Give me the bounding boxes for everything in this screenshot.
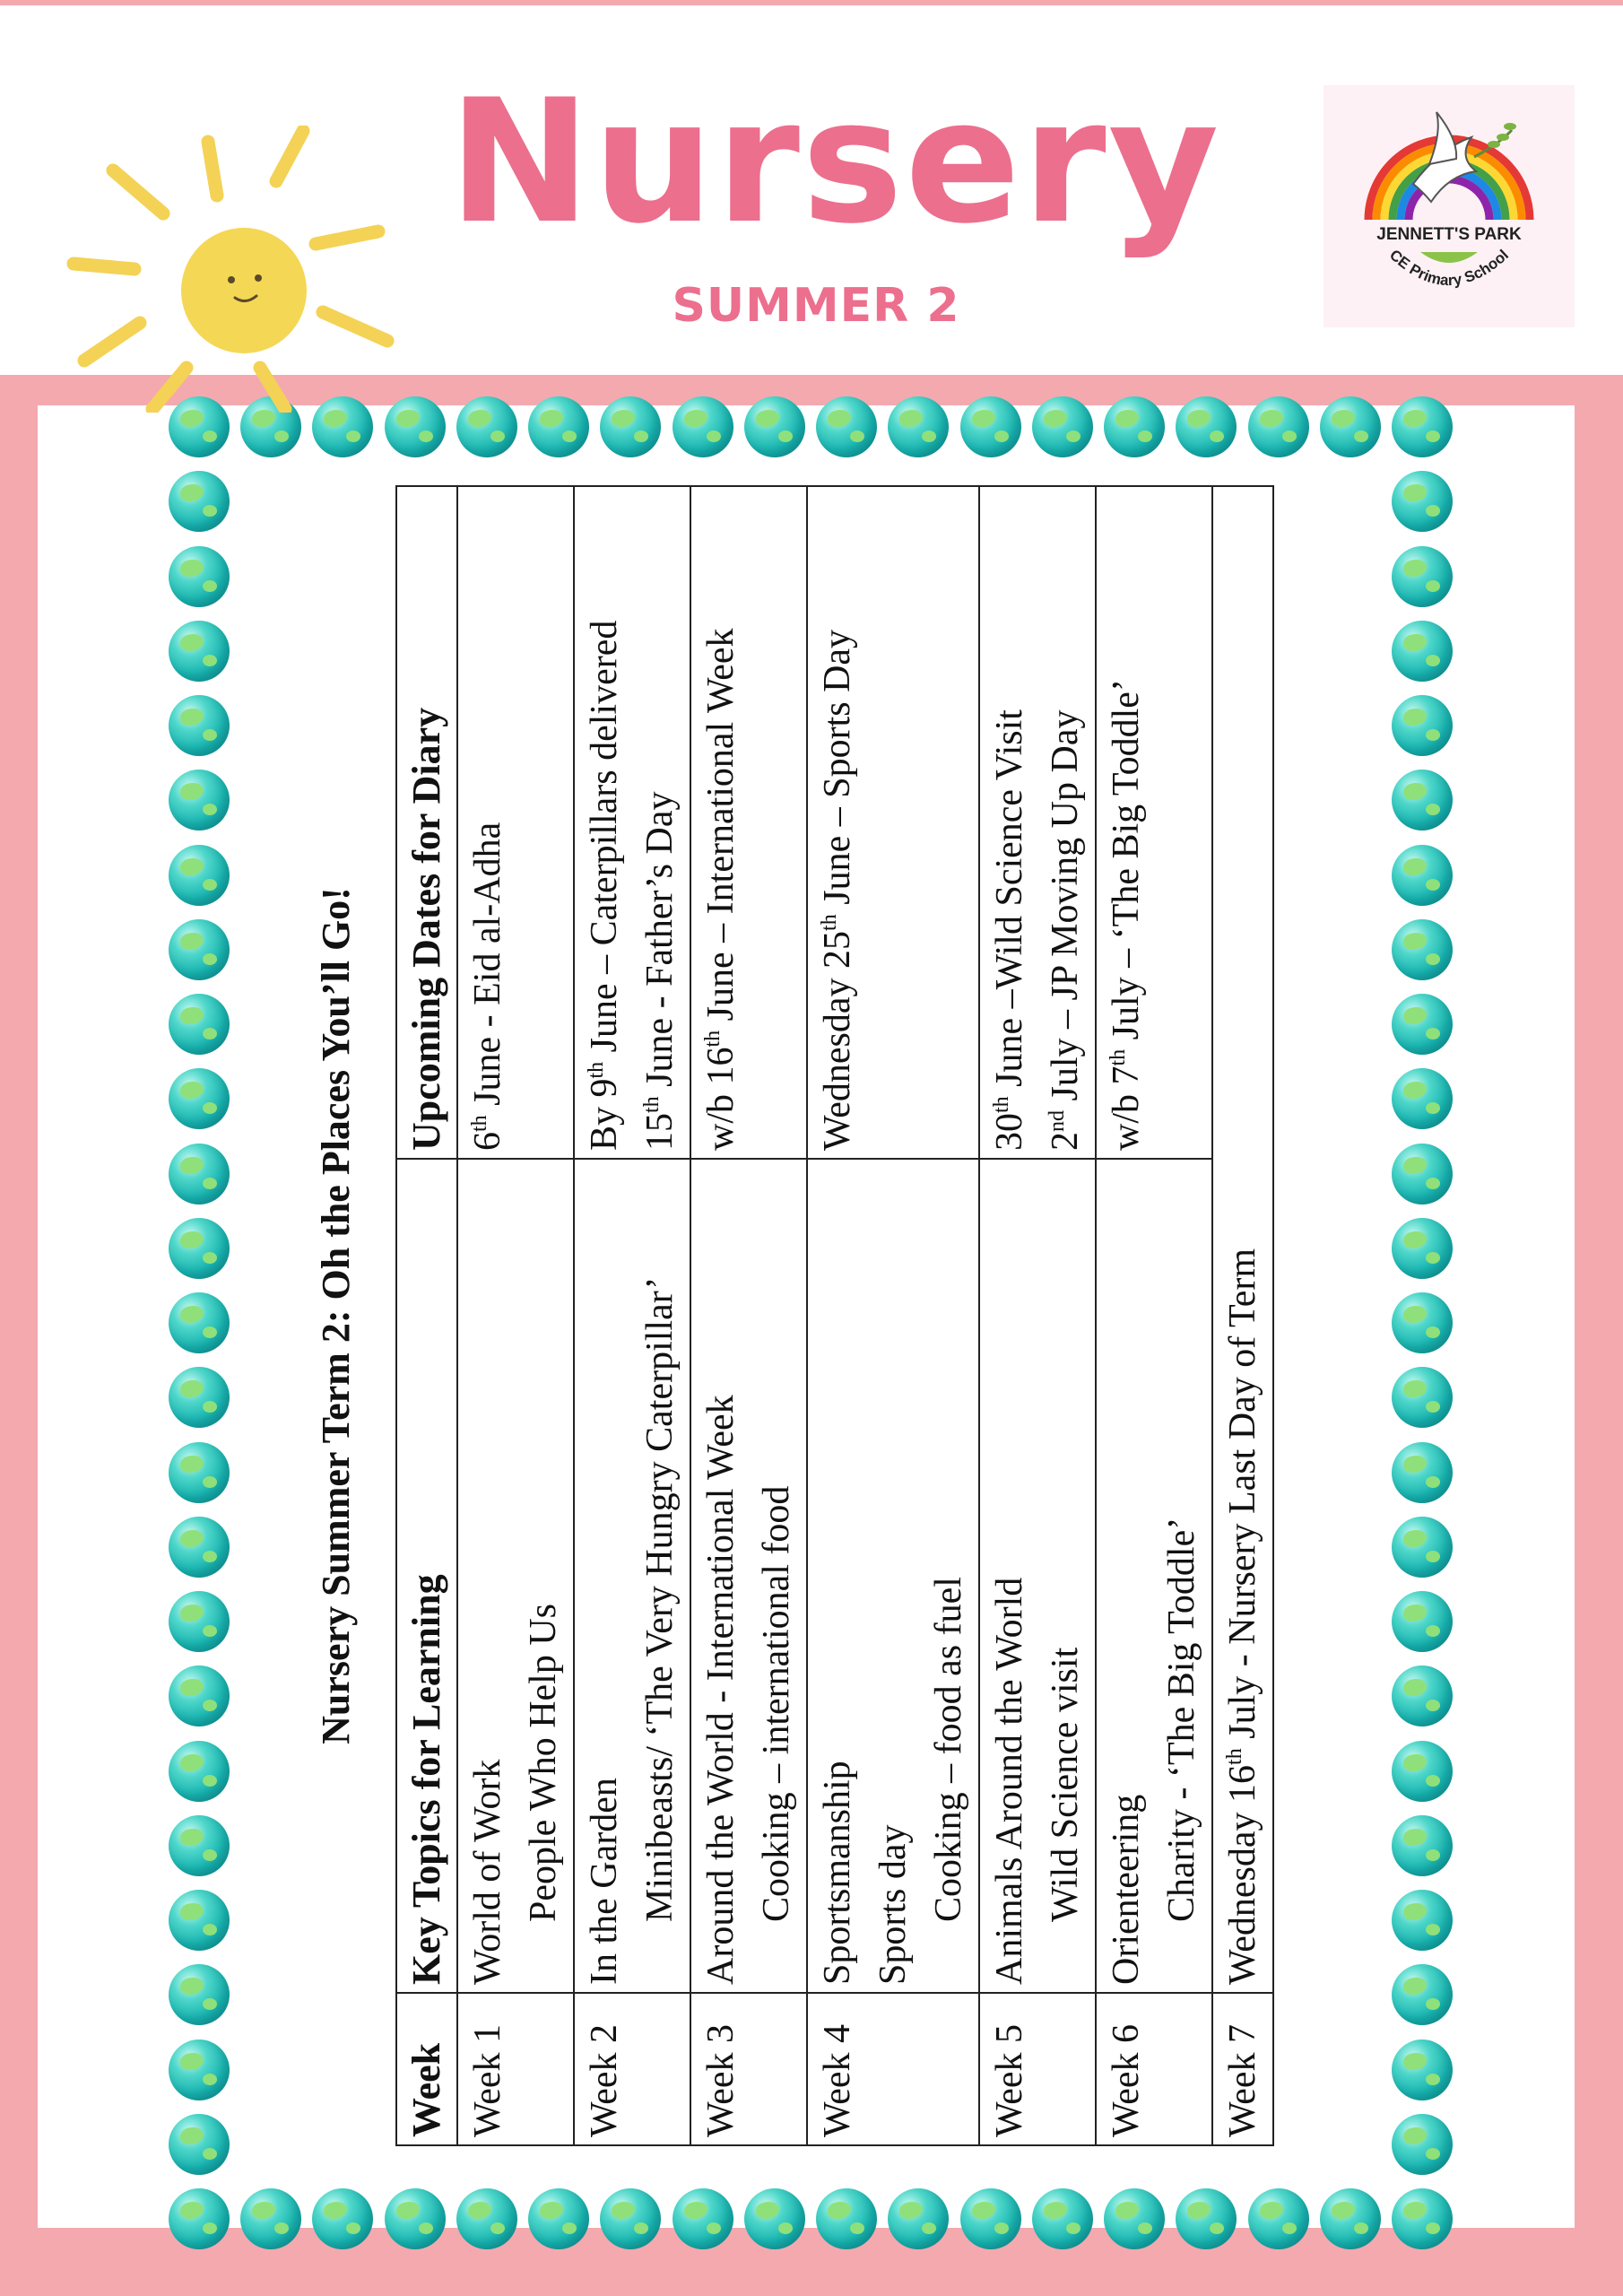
globe-icon [1248, 396, 1309, 457]
table-row [979, 486, 1096, 2145]
date-day: 16 [700, 1047, 742, 1085]
globe-icon [169, 1964, 230, 2025]
week-label: Week 4 [807, 1993, 979, 2145]
topics-cell [1096, 1159, 1212, 1993]
date-prefix: Wednesday [1222, 1802, 1263, 1985]
topics-cell [807, 1159, 979, 1993]
date-ordinal: th [640, 1096, 664, 1113]
week-label: Week 7 [1212, 1993, 1273, 2145]
topic-line: Around the World - International Week [700, 1395, 742, 1985]
globe-icon [888, 396, 949, 457]
table-row [574, 486, 690, 2145]
globe-icon [1392, 2114, 1453, 2175]
week-label: Week 1 [457, 1993, 574, 2145]
globe-icon [888, 2188, 949, 2249]
globe-icon [1392, 471, 1453, 532]
globe-icon [1392, 2039, 1453, 2100]
globe-icon [960, 396, 1021, 457]
dates-cell [690, 486, 807, 1159]
date-day: 9 [584, 1078, 625, 1098]
week-label: Week 6 [1096, 1993, 1212, 2145]
dates-cell [1096, 486, 1212, 1159]
date-text: June - Father’s Day [639, 791, 681, 1097]
topic-line: Charity - ‘The Big Toddle’ [1161, 1517, 1202, 1922]
globe-icon [1176, 396, 1237, 457]
table-row [690, 486, 807, 2145]
globe-icon [169, 845, 230, 906]
date-prefix: w/b [700, 1084, 742, 1151]
date-day: 7 [1106, 1065, 1147, 1085]
globe-icon [169, 1741, 230, 1802]
globe-icon [1392, 1591, 1453, 1652]
globe-icon [1392, 1068, 1453, 1129]
school-crest-icon [1324, 85, 1575, 327]
date-prefix: w/b [1106, 1084, 1147, 1151]
globe-icon [169, 2039, 230, 2100]
table-row [1096, 486, 1212, 2145]
globe-icon [1392, 1815, 1453, 1876]
table-row [1212, 486, 1273, 2145]
globe-icon [1392, 919, 1453, 980]
date-ordinal: th [701, 1030, 725, 1048]
date-day: 2 [1045, 1132, 1086, 1151]
date-line [810, 494, 865, 1151]
globe-icon [169, 1144, 230, 1205]
date-day: 6 [467, 1132, 508, 1151]
date-text: July – JP Moving Up Day [1045, 709, 1086, 1110]
topic-line: Minibeasts/ ‘The Very Hungry Caterpillar’ [639, 1276, 681, 1922]
globe-icon [600, 2188, 661, 2249]
week-label: Week 3 [690, 1993, 807, 2145]
globe-icon [1392, 1367, 1453, 1428]
globe-icon [1104, 2188, 1165, 2249]
globe-icon [1392, 770, 1453, 831]
school-logo [1324, 85, 1575, 327]
globe-icon [169, 1665, 230, 1726]
column-header-week: Week [396, 1993, 457, 2145]
globe-icon [169, 471, 230, 532]
globe-icon [1392, 546, 1453, 607]
globe-icon [169, 770, 230, 831]
topic-line: In the Garden [584, 1778, 625, 1985]
globe-icon [169, 2114, 230, 2175]
topic-line: People Who Help Us [523, 1603, 564, 1922]
topic-line: World of Work [467, 1759, 508, 1985]
date-day: 25 [817, 930, 858, 969]
date-line [460, 494, 516, 1151]
date-text: June – Sports Day [817, 629, 858, 915]
globe-icon [169, 994, 230, 1055]
globe-icon [169, 1517, 230, 1578]
date-text: July - Nursery Last Day of Term [1222, 1248, 1263, 1749]
globe-icon [169, 546, 230, 607]
globe-icon [1392, 1517, 1453, 1578]
globe-icon [1176, 2188, 1237, 2249]
sun-illustration [54, 126, 430, 413]
date-text: June - Eid al-Adha [467, 822, 508, 1116]
date-ordinal: th [585, 1061, 608, 1079]
globe-icon [1392, 621, 1453, 682]
globe-icon [169, 1890, 230, 1951]
date-text: June – International Week [700, 628, 742, 1031]
globe-icon [816, 396, 877, 457]
globe-icon [169, 1218, 230, 1279]
topic-line: Sports day [872, 1824, 914, 1985]
globe-icon [1392, 1964, 1453, 2025]
page-subtitle: SUMMER 2 [672, 279, 960, 333]
globe-icon [312, 2188, 373, 2249]
globe-icon [169, 1442, 230, 1503]
globe-icon [528, 396, 589, 457]
week-label: Week 2 [574, 1993, 690, 2145]
globe-icon [1392, 396, 1453, 457]
globe-icon [456, 2188, 517, 2249]
globe-icon [169, 621, 230, 682]
globe-icon [744, 396, 805, 457]
topics-cell [979, 1159, 1096, 1993]
column-header-topics: Key Topics for Learning [396, 1159, 457, 1993]
globe-icon [1248, 2188, 1309, 2249]
date-ordinal: nd [1046, 1110, 1069, 1132]
date-line [982, 494, 1037, 1151]
date-line [693, 494, 749, 1151]
table-row [457, 486, 574, 2145]
globe-icon [1392, 845, 1453, 906]
globe-icon [1392, 1442, 1453, 1503]
dates-cell [457, 486, 574, 1159]
globe-icon [169, 919, 230, 980]
globe-icon [960, 2188, 1021, 2249]
date-day: 16 [1222, 1764, 1263, 1803]
globe-icon [1032, 2188, 1093, 2249]
globe-icon [1320, 2188, 1381, 2249]
date-ordinal: th [1107, 1048, 1130, 1066]
topic-line: Sportsmanship [817, 1761, 858, 1985]
globe-icon [240, 2188, 301, 2249]
globe-icon [1320, 396, 1381, 457]
date-prefix: Wednesday [817, 968, 858, 1151]
final-week-cell [1212, 486, 1273, 1993]
date-ordinal: th [990, 1096, 1013, 1113]
globe-icon [385, 2188, 446, 2249]
globe-icon [169, 1068, 230, 1129]
globe-icon [169, 1815, 230, 1876]
document-heading: Nursery Summer Term 2: Oh the Places You’ll Go! [314, 887, 358, 1744]
globe-icon [1392, 1741, 1453, 1802]
dates-cell [807, 486, 979, 1159]
globe-icon [1392, 994, 1453, 1055]
topics-cell [690, 1159, 807, 1993]
date-line [577, 494, 632, 1151]
globe-icon [169, 1591, 230, 1652]
topic-line: Wild Science visit [1045, 1647, 1086, 1922]
date-line [1098, 494, 1154, 1151]
topic-line: Animals Around the World [989, 1577, 1030, 1985]
globe-icon [600, 396, 661, 457]
date-text: July – ‘The Big Toddle’ [1106, 679, 1147, 1049]
globe-icon [1392, 1665, 1453, 1726]
globe-icon [528, 2188, 589, 2249]
date-ordinal: th [468, 1115, 491, 1132]
school-name-text: JENNETT'S PARK [1376, 225, 1522, 244]
date-prefix: By [584, 1097, 625, 1151]
rotated-document [291, 482, 1332, 2150]
globe-icon [169, 1367, 230, 1428]
topic-line: Orienteering [1106, 1794, 1147, 1985]
date-day: 15 [639, 1113, 681, 1151]
globe-icon [1392, 1144, 1453, 1205]
topic-line: Cooking – food as fuel [928, 1577, 969, 1922]
dates-cell [574, 486, 690, 1159]
timetable [395, 485, 1274, 2146]
date-line [1215, 494, 1271, 1985]
topics-cell [574, 1159, 690, 1993]
school-subname-text: CE Primary School [1385, 246, 1513, 290]
column-header-dates: Upcoming Dates for Diary [396, 486, 457, 1159]
date-line [632, 494, 688, 1151]
page-title: Nursery [448, 63, 1221, 261]
dates-cell [979, 486, 1096, 1159]
globe-icon [169, 1292, 230, 1353]
globe-icon [1392, 1890, 1453, 1951]
globe-icon [1392, 1292, 1453, 1353]
table-header-row [396, 486, 457, 2145]
date-day: 30 [989, 1113, 1030, 1151]
globe-icon [744, 2188, 805, 2249]
globe-icon [1392, 1218, 1453, 1279]
globe-icon [1104, 396, 1165, 457]
globe-icon [1392, 695, 1453, 756]
globe-icon [673, 2188, 733, 2249]
date-ordinal: th [1223, 1748, 1246, 1765]
globe-icon [1392, 2188, 1453, 2249]
globe-icon [816, 2188, 877, 2249]
globe-icon [673, 396, 733, 457]
table-row [807, 486, 979, 2145]
date-text: June –Wild Science Visit [989, 709, 1030, 1097]
globe-icon [456, 396, 517, 457]
globe-icon [169, 695, 230, 756]
globe-icon [169, 2188, 230, 2249]
date-ordinal: th [818, 914, 841, 931]
week-label: Week 5 [979, 1993, 1096, 2145]
date-line [1037, 494, 1093, 1151]
topics-cell [457, 1159, 574, 1993]
topic-line: Cooking – international food [756, 1485, 797, 1922]
globe-icon [1032, 396, 1093, 457]
date-text: June – Caterpillars delivered [584, 620, 625, 1062]
